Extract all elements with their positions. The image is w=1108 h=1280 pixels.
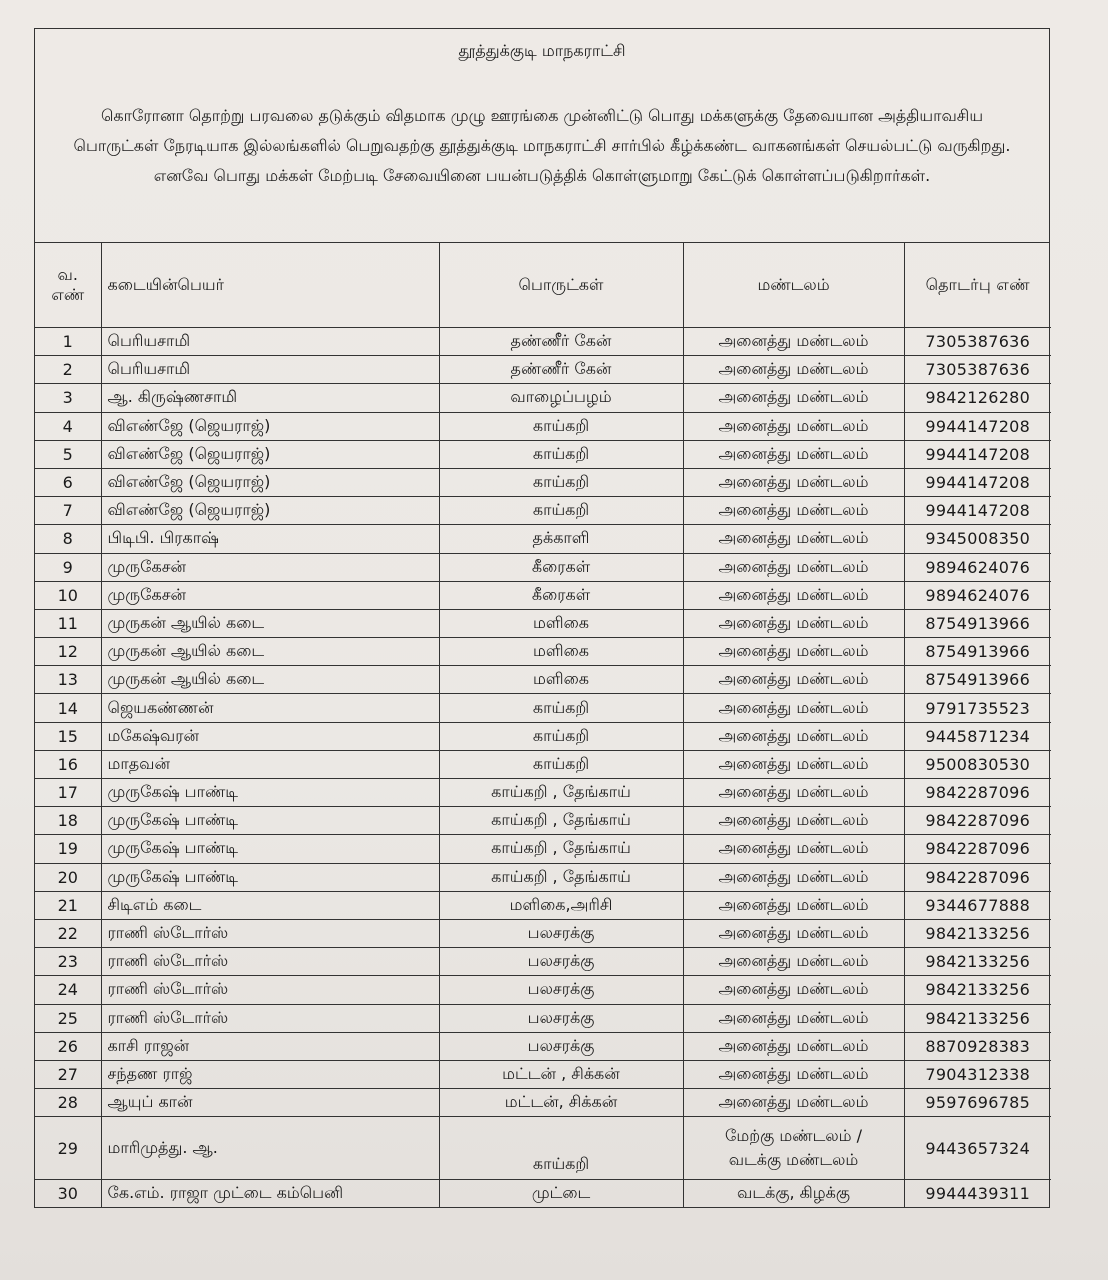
cell-products: காய்கறி <box>439 722 683 750</box>
table-body <box>35 328 1051 1208</box>
cell-serial-no: 30 <box>35 1180 101 1208</box>
table-row <box>35 666 1051 694</box>
cell-shop-name: பெரியசாமி <box>101 356 439 384</box>
cell-phone: 9842133256 <box>904 1004 1051 1032</box>
cell-products: பலசரக்கு <box>439 948 683 976</box>
cell-products: மட்டன் , சிக்கன் <box>439 1060 683 1088</box>
cell-products: காய்கறி <box>439 440 683 468</box>
cell-products: காய்கறி , தேங்காய் <box>439 779 683 807</box>
cell-zone: அனைத்து மண்டலம் <box>683 1004 904 1032</box>
cell-serial-no: 8 <box>35 525 101 553</box>
table-row <box>35 1117 1051 1180</box>
cell-serial-no: 1 <box>35 328 101 356</box>
cell-shop-name: காசி ராஜன் <box>101 1032 439 1060</box>
cell-zone: அனைத்து மண்டலம் <box>683 891 904 919</box>
cell-phone: 9842287096 <box>904 863 1051 891</box>
public-notice: கொரோனா தொற்று பரவலை தடுக்கும் விதமாக முழு ஊரங்கை முன்னிட்டு பொது மக்களுக்கு தேவையான அத்தியாவசிய பொருட்கள் நேரடியாக இல்லங்களில் பெறுவதற்கு தூத்துக்குடி மாநகராட்சி சார்பில் கீழ்க்கண்ட வாகனங்கள் செயல்பட்டு வருகிறது. எனவே பொது மக்கள் மேற்படி சேவையினை பயன்படுத்திக் கொள்ளுமாறு கேட்டுக் கொள்ளப்படுகிறார்கள். <box>73 106 1011 185</box>
table-row <box>35 581 1051 609</box>
cell-zone: அனைத்து மண்டலம் <box>683 384 904 412</box>
cell-serial-no: 22 <box>35 919 101 947</box>
cell-phone: 9894624076 <box>904 553 1051 581</box>
cell-zone: அனைத்து மண்டலம் <box>683 609 904 637</box>
table-row <box>35 468 1051 496</box>
cell-phone: 9597696785 <box>904 1089 1051 1117</box>
cell-products: தண்ணீர் கேன் <box>439 356 683 384</box>
table-row <box>35 863 1051 891</box>
cell-phone: 9944147208 <box>904 440 1051 468</box>
cell-zone: அனைத்து மண்டலம் <box>683 863 904 891</box>
cell-shop-name: ராணி ஸ்டோர்ஸ் <box>101 976 439 1004</box>
cell-phone: 9944147208 <box>904 468 1051 496</box>
table-row <box>35 1089 1051 1117</box>
cell-serial-no: 27 <box>35 1060 101 1088</box>
cell-zone: அனைத்து மண்டலம் <box>683 919 904 947</box>
cell-products: பலசரக்கு <box>439 976 683 1004</box>
cell-shop-name: மகேஷ்வரன் <box>101 722 439 750</box>
cell-zone: அனைத்து மண்டலம் <box>683 835 904 863</box>
cell-products: காய்கறி , தேங்காய் <box>439 807 683 835</box>
cell-phone: 9842287096 <box>904 779 1051 807</box>
cell-phone: 8870928383 <box>904 1032 1051 1060</box>
cell-phone: 9443657324 <box>904 1117 1051 1180</box>
cell-shop-name: சிடிஎம் கடை <box>101 891 439 919</box>
cell-zone: அனைத்து மண்டலம் <box>683 694 904 722</box>
cell-zone: அனைத்து மண்டலம் <box>683 328 904 356</box>
cell-zone: அனைத்து மண்டலம் <box>683 581 904 609</box>
cell-zone: அனைத்து மண்டலம் <box>683 356 904 384</box>
cell-products: காய்கறி <box>439 497 683 525</box>
cell-serial-no: 21 <box>35 891 101 919</box>
cell-shop-name: ஆ. கிருஷ்ணசாமி <box>101 384 439 412</box>
cell-products: கீரைகள் <box>439 581 683 609</box>
cell-phone: 9842133256 <box>904 919 1051 947</box>
table-row <box>35 835 1051 863</box>
cell-serial-no: 26 <box>35 1032 101 1060</box>
cell-shop-name: முருகன் ஆயில் கடை <box>101 638 439 666</box>
cell-products: தக்காளி <box>439 525 683 553</box>
cell-serial-no: 20 <box>35 863 101 891</box>
cell-zone: வடக்கு, கிழக்கு <box>683 1180 904 1208</box>
cell-serial-no: 23 <box>35 948 101 976</box>
cell-products: மளிகை <box>439 638 683 666</box>
cell-shop-name: சந்தண ராஜ் <box>101 1060 439 1088</box>
cell-products: வாழைப்பழம் <box>439 384 683 412</box>
table-row <box>35 891 1051 919</box>
cell-zone: அனைத்து மண்டலம் <box>683 638 904 666</box>
cell-phone: 9842133256 <box>904 976 1051 1004</box>
table-row <box>35 1180 1051 1208</box>
cell-products: காய்கறி <box>439 694 683 722</box>
cell-phone: 9842287096 <box>904 807 1051 835</box>
table-row <box>35 1032 1051 1060</box>
cell-serial-no: 24 <box>35 976 101 1004</box>
table-row <box>35 948 1051 976</box>
cell-zone: அனைத்து மண்டலம் <box>683 553 904 581</box>
cell-phone: 9500830530 <box>904 750 1051 778</box>
document-header <box>35 29 1049 243</box>
cell-zone: அனைத்து மண்டலம் <box>683 1060 904 1088</box>
cell-phone: 9445871234 <box>904 722 1051 750</box>
cell-products: மளிகை <box>439 666 683 694</box>
cell-serial-no: 14 <box>35 694 101 722</box>
cell-phone: 9944439311 <box>904 1180 1051 1208</box>
cell-shop-name: ஜெயகண்ணன் <box>101 694 439 722</box>
table-row <box>35 722 1051 750</box>
cell-serial-no: 16 <box>35 750 101 778</box>
cell-products: காய்கறி <box>439 750 683 778</box>
table-row <box>35 779 1051 807</box>
cell-zone: அனைத்து மண்டலம் <box>683 468 904 496</box>
cell-phone: 9791735523 <box>904 694 1051 722</box>
cell-serial-no: 3 <box>35 384 101 412</box>
cell-phone: 8754913966 <box>904 609 1051 637</box>
cell-products: பலசரக்கு <box>439 1032 683 1060</box>
cell-zone: அனைத்து மண்டலம் <box>683 722 904 750</box>
cell-serial-no: 19 <box>35 835 101 863</box>
cell-phone: 9345008350 <box>904 525 1051 553</box>
cell-phone: 8754913966 <box>904 666 1051 694</box>
table-row <box>35 694 1051 722</box>
table-row <box>35 440 1051 468</box>
cell-serial-no: 11 <box>35 609 101 637</box>
cell-serial-no: 7 <box>35 497 101 525</box>
cell-shop-name: விஎண்ஜே (ஜெயராஜ்) <box>101 468 439 496</box>
table-row <box>35 384 1051 412</box>
cell-shop-name: முருகேஷ் பாண்டி <box>101 807 439 835</box>
cell-zone: அனைத்து மண்டலம் <box>683 1032 904 1060</box>
cell-phone: 7305387636 <box>904 356 1051 384</box>
cell-shop-name: முருகேஷ் பாண்டி <box>101 835 439 863</box>
table-row <box>35 638 1051 666</box>
cell-products: காய்கறி <box>439 468 683 496</box>
cell-shop-name: பெரியசாமி <box>101 328 439 356</box>
header-products: பொருட்கள் <box>439 243 683 328</box>
cell-shop-name: ராணி ஸ்டோர்ஸ் <box>101 1004 439 1032</box>
cell-zone: அனைத்து மண்டலம் <box>683 976 904 1004</box>
cell-serial-no: 25 <box>35 1004 101 1032</box>
cell-zone: அனைத்து மண்டலம் <box>683 666 904 694</box>
cell-shop-name: முருகன் ஆயில் கடை <box>101 609 439 637</box>
table-row <box>35 919 1051 947</box>
cell-serial-no: 9 <box>35 553 101 581</box>
cell-products: முட்டை <box>439 1180 683 1208</box>
cell-serial-no: 17 <box>35 779 101 807</box>
cell-shop-name: முருகேசன் <box>101 553 439 581</box>
cell-serial-no: 5 <box>35 440 101 468</box>
cell-zone: அனைத்து மண்டலம் <box>683 440 904 468</box>
cell-phone: 9842133256 <box>904 948 1051 976</box>
cell-shop-name: பிடிபி. பிரகாஷ் <box>101 525 439 553</box>
table-row <box>35 328 1051 356</box>
table-row <box>35 525 1051 553</box>
cell-zone: அனைத்து மண்டலம் <box>683 525 904 553</box>
cell-serial-no: 12 <box>35 638 101 666</box>
cell-products: காய்கறி , தேங்காய் <box>439 863 683 891</box>
cell-serial-no: 2 <box>35 356 101 384</box>
cell-phone: 9894624076 <box>904 581 1051 609</box>
cell-phone: 9944147208 <box>904 412 1051 440</box>
table-row <box>35 497 1051 525</box>
cell-phone: 7904312338 <box>904 1060 1051 1088</box>
header-serial-no: வ. எண் <box>35 243 101 328</box>
cell-zone: அனைத்து மண்டலம் <box>683 1089 904 1117</box>
table-row <box>35 976 1051 1004</box>
table-row <box>35 807 1051 835</box>
cell-serial-no: 28 <box>35 1089 101 1117</box>
table-row <box>35 1004 1051 1032</box>
cell-shop-name: விஎண்ஜே (ஜெயராஜ்) <box>101 440 439 468</box>
cell-phone: 9944147208 <box>904 497 1051 525</box>
table-header-row <box>35 243 1051 328</box>
cell-products: பலசரக்கு <box>439 919 683 947</box>
table-row <box>35 412 1051 440</box>
table-row <box>35 750 1051 778</box>
cell-shop-name: முருகன் ஆயில் கடை <box>101 666 439 694</box>
cell-zone: மேற்கு மண்டலம் / வடக்கு மண்டலம் <box>683 1117 904 1180</box>
header-shop-name: கடையின்பெயர் <box>101 243 439 328</box>
header-phone: தொடர்பு எண் <box>904 243 1051 328</box>
table-row <box>35 609 1051 637</box>
header-zone: மண்டலம் <box>683 243 904 328</box>
cell-products: மளிகை <box>439 609 683 637</box>
cell-products: காய்கறி , தேங்காய் <box>439 835 683 863</box>
cell-phone: 9842126280 <box>904 384 1051 412</box>
cell-products: காய்கறி <box>439 412 683 440</box>
cell-products: தண்ணீர் கேன் <box>439 328 683 356</box>
cell-zone: அனைத்து மண்டலம் <box>683 948 904 976</box>
cell-shop-name: விஎண்ஜே (ஜெயராஜ்) <box>101 497 439 525</box>
cell-shop-name: முருகேஷ் பாண்டி <box>101 779 439 807</box>
table-row <box>35 1060 1051 1088</box>
document-frame <box>34 28 1050 1208</box>
cell-shop-name: மாதவன் <box>101 750 439 778</box>
cell-serial-no: 13 <box>35 666 101 694</box>
cell-zone: அனைத்து மண்டலம் <box>683 412 904 440</box>
cell-serial-no: 18 <box>35 807 101 835</box>
cell-shop-name: ராணி ஸ்டோர்ஸ் <box>101 948 439 976</box>
cell-shop-name: முருகேசன் <box>101 581 439 609</box>
cell-products: காய்கறி <box>439 1117 683 1180</box>
cell-products: மட்டன், சிக்கன் <box>439 1089 683 1117</box>
cell-zone: அனைத்து மண்டலம் <box>683 779 904 807</box>
cell-zone: அனைத்து மண்டலம் <box>683 807 904 835</box>
cell-serial-no: 29 <box>35 1117 101 1180</box>
cell-shop-name: ஆயுப் கான் <box>101 1089 439 1117</box>
cell-phone: 8754913966 <box>904 638 1051 666</box>
table-row <box>35 553 1051 581</box>
cell-shop-name: விஎண்ஜே (ஜெயராஜ்) <box>101 412 439 440</box>
table-row <box>35 356 1051 384</box>
cell-phone: 9344677888 <box>904 891 1051 919</box>
cell-phone: 9842287096 <box>904 835 1051 863</box>
cell-products: மளிகை,அரிசி <box>439 891 683 919</box>
shop-table <box>35 243 1051 1207</box>
cell-shop-name: மாரிமுத்து. ஆ. <box>101 1117 439 1180</box>
cell-shop-name: முருகேஷ் பாண்டி <box>101 863 439 891</box>
cell-zone: அனைத்து மண்டலம் <box>683 750 904 778</box>
cell-phone: 7305387636 <box>904 328 1051 356</box>
cell-shop-name: ராணி ஸ்டோர்ஸ் <box>101 919 439 947</box>
cell-serial-no: 15 <box>35 722 101 750</box>
cell-serial-no: 10 <box>35 581 101 609</box>
cell-shop-name: கே.எம். ராஜா முட்டை கம்பெனி <box>101 1180 439 1208</box>
cell-products: பலசரக்கு <box>439 1004 683 1032</box>
corporation-title: தூத்துக்குடி மாநகராட்சி <box>458 41 626 60</box>
cell-serial-no: 6 <box>35 468 101 496</box>
cell-zone: அனைத்து மண்டலம் <box>683 497 904 525</box>
cell-products: கீரைகள் <box>439 553 683 581</box>
cell-serial-no: 4 <box>35 412 101 440</box>
